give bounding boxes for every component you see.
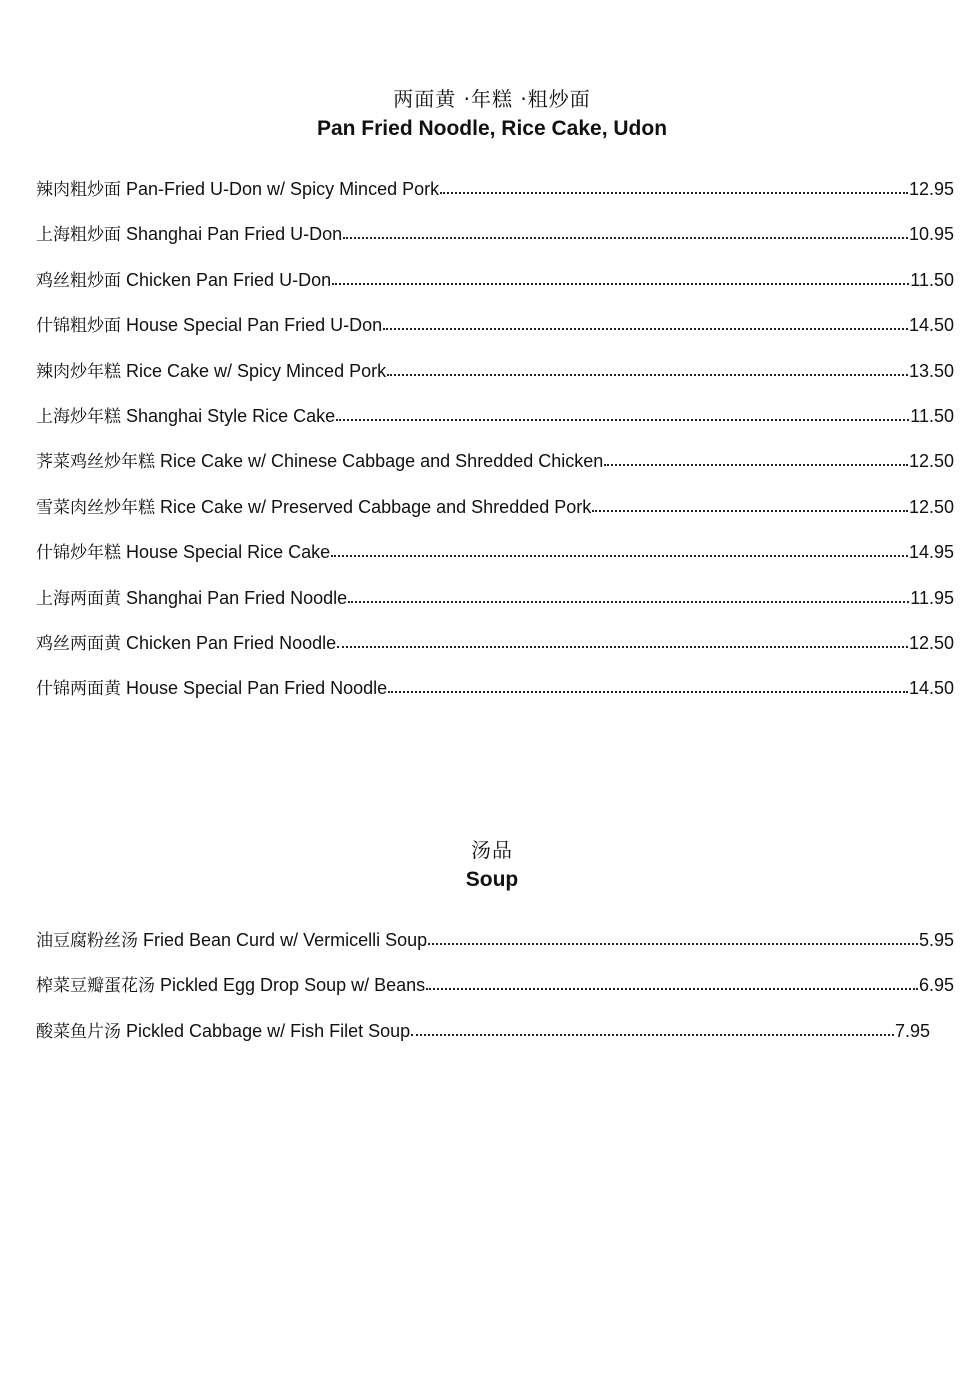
- dot-leader: [388, 680, 908, 694]
- item-name-en: Shanghai Pan Fried Noodle: [126, 587, 348, 608]
- item-name-zh: 荠菜鸡丝炒年糕: [36, 452, 155, 473]
- item-price: 13.50: [908, 360, 954, 381]
- menu-item-list: [36, 926, 954, 1062]
- dot-leader: [343, 226, 908, 240]
- menu-section-noodles: [36, 84, 954, 720]
- item-price: 12.50: [908, 632, 954, 653]
- item-price: 12.50: [908, 496, 954, 517]
- item-price: 7.95: [894, 1020, 930, 1041]
- item-name-en: House Special Pan Fried U-Don: [126, 315, 383, 336]
- item-name-en: Pickled Cabbage w/ Fish Filet Soup: [126, 1020, 411, 1041]
- item-name-en: Chicken Pan Fried U-Don: [126, 269, 332, 290]
- item-name-zh: 鸡丝粗炒面: [36, 270, 121, 291]
- item-name-en: Rice Cake w/ Chinese Cabbage and Shredded Chicken: [160, 451, 604, 472]
- item-name-en: House Special Rice Cake: [126, 542, 331, 563]
- item-name-zh: 雪菜肉丝炒年糕: [36, 497, 155, 518]
- item-price: 11.50: [910, 405, 954, 426]
- item-price: 12.95: [908, 179, 954, 199]
- item-name-zh: 鸡丝两面黄: [36, 633, 121, 654]
- menu-item: [36, 220, 954, 265]
- item-price: 6.95: [918, 975, 954, 996]
- section-title-zh: 汤品: [471, 838, 513, 862]
- item-name-zh: 上海粗炒面: [36, 225, 121, 246]
- item-name-en: Pan-Fried U-Don w/ Spicy Minced Pork: [126, 179, 440, 199]
- menu-item: [36, 674, 954, 719]
- item-name-zh: 什锦两面黄: [36, 679, 121, 700]
- dot-leader: [426, 977, 918, 991]
- item-price: 11.50: [910, 269, 954, 290]
- item-name-zh: 什锦粗炒面: [36, 316, 121, 337]
- section-header: [30, 84, 954, 144]
- item-name-en: Chicken Pan Fried Noodle: [126, 632, 337, 653]
- item-name-en: Shanghai Style Rice Cake: [126, 405, 336, 426]
- dot-leader: [348, 590, 909, 604]
- item-name-zh: 油豆腐粉丝汤: [36, 931, 138, 951]
- dot-leader: [332, 272, 909, 286]
- dot-leader: [592, 499, 908, 513]
- menu-item: [36, 971, 954, 1016]
- item-name-zh: 辣肉炒年糕: [36, 361, 121, 382]
- section-title-en: Pan Fried Noodle, Rice Cake, Udon: [316, 117, 668, 140]
- menu-item: [36, 584, 954, 629]
- item-name-zh: 上海炒年糕: [36, 406, 121, 427]
- dot-leader: [411, 1023, 894, 1037]
- item-price: 12.50: [908, 451, 954, 472]
- item-price: 5.95: [918, 930, 954, 950]
- dot-leader: [428, 932, 918, 946]
- item-name-zh: 辣肉粗炒面: [36, 180, 121, 200]
- menu-item: [36, 266, 954, 311]
- item-name-en: Pickled Egg Drop Soup w/ Beans: [160, 975, 426, 996]
- menu-item: [36, 357, 954, 402]
- section-header: [30, 835, 954, 895]
- item-name-zh: 上海两面黄: [36, 588, 121, 609]
- item-price: 14.95: [908, 542, 954, 563]
- menu-item: [36, 629, 954, 674]
- section-title-zh: 两面黄 ·年糕 ·粗炒面: [393, 87, 591, 111]
- item-name-en: Shanghai Pan Fried U-Don: [126, 224, 343, 245]
- dot-leader: [604, 453, 908, 467]
- item-name-zh: 榨菜豆瓣蛋花汤: [36, 976, 155, 997]
- dot-leader: [387, 363, 908, 377]
- menu-item: [36, 493, 954, 538]
- dot-leader: [331, 544, 908, 558]
- menu-item-list: [36, 175, 954, 720]
- item-name-en: House Special Pan Fried Noodle: [126, 678, 388, 699]
- menu-item: [36, 1017, 954, 1062]
- menu-item: [36, 926, 954, 971]
- menu-item: [36, 402, 954, 447]
- item-price: 14.50: [908, 678, 954, 699]
- menu-item: [36, 447, 954, 492]
- menu-item: [36, 311, 954, 356]
- menu-item: [36, 175, 954, 220]
- item-price: 11.95: [910, 587, 954, 608]
- item-price: 14.50: [908, 315, 954, 336]
- menu-item: [36, 538, 954, 583]
- item-name-en: Fried Bean Curd w/ Vermicelli Soup: [143, 930, 428, 950]
- item-name-zh: 什锦炒年糕: [36, 543, 121, 564]
- item-name-en: Rice Cake w/ Preserved Cabbage and Shredded Pork: [160, 496, 592, 517]
- menu-section-soup: [36, 835, 954, 1062]
- dot-leader: [440, 181, 908, 195]
- dot-leader: [383, 317, 908, 331]
- dot-leader: [337, 635, 908, 649]
- section-title-en: Soup: [465, 868, 519, 891]
- item-name-zh: 酸菜鱼片汤: [36, 1021, 121, 1042]
- item-name-en: Rice Cake w/ Spicy Minced Pork: [126, 360, 387, 381]
- dot-leader: [336, 408, 909, 422]
- item-price: 10.95: [908, 224, 954, 245]
